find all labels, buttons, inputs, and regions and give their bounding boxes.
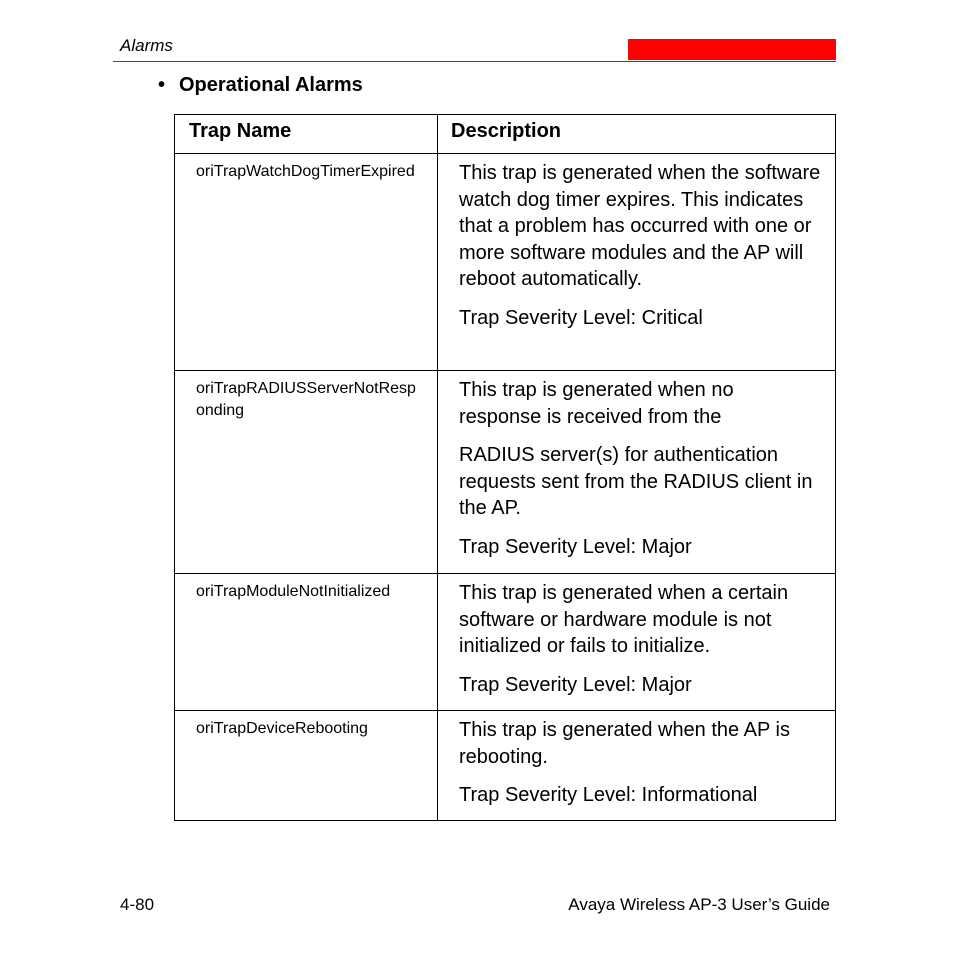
trap-severity-text: Trap Severity Level: Major [459, 535, 692, 558]
table-row [175, 711, 836, 821]
section-title: Operational Alarms [179, 74, 363, 96]
trap-description-text: This trap is generated when the software watch dog timer expires. This indicates that a problem has occurred with one or more software modules and the AP will reboot automatically. [459, 162, 821, 290]
trap-description-text: This trap is generated when no response is received from the [459, 379, 734, 428]
trap-description-text: This trap is generated when the AP is rebooting. [459, 719, 790, 768]
header-title: Alarms [120, 36, 173, 55]
column-header-description: Description [438, 115, 836, 154]
table-row [175, 154, 836, 371]
column-header-trap-name: Trap Name [175, 115, 438, 154]
footer-guide-title: Avaya Wireless AP-3 User’s Guide [568, 895, 830, 914]
trap-name-cell: oriTrapDeviceRebooting [175, 711, 438, 821]
footer-page-number: 4-80 [120, 895, 155, 914]
trap-severity-text: Trap Severity Level: Informational [459, 784, 758, 806]
table-row [175, 371, 836, 574]
table-row [175, 574, 836, 711]
trap-description-text: This trap is generated when a certain software or hardware module is not initialized or fails to initialize. [459, 582, 789, 657]
trap-description-cell [438, 711, 836, 821]
trap-description-cell [438, 574, 836, 711]
trap-name-cell: oriTrapWatchDogTimerExpired [175, 154, 438, 371]
trap-severity-text: Trap Severity Level: Major [459, 673, 692, 696]
trap-description-cell [438, 371, 836, 574]
section-bullet: • [158, 74, 166, 96]
trap-severity-text: Trap Severity Level: Critical [459, 306, 703, 329]
section-heading [158, 74, 363, 97]
table-header-row [175, 115, 836, 154]
operational-alarms-table [174, 114, 836, 821]
header-rule [113, 61, 836, 62]
trap-name-cell: oriTrapRADIUSServerNotResponding [175, 371, 438, 574]
trap-description-text: RADIUS server(s) for authentication requests sent from the RADIUS client in the AP. [459, 444, 813, 519]
trap-description-cell [438, 154, 836, 371]
trap-name-cell: oriTrapModuleNotInitialized [175, 574, 438, 711]
header-accent-bar [628, 39, 836, 60]
